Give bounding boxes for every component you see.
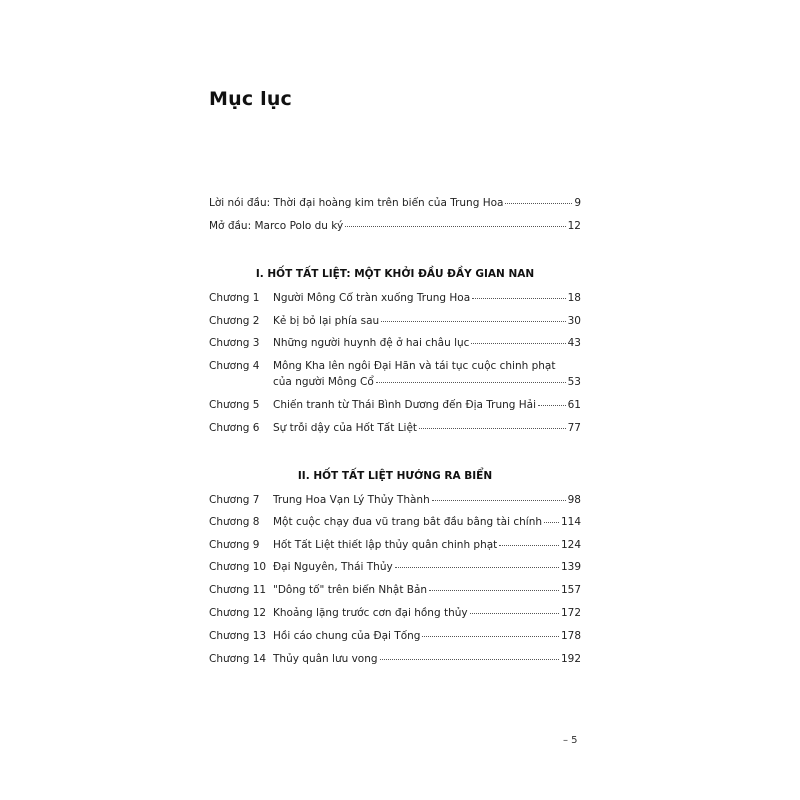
chapter-label: Chương 12 (209, 607, 267, 619)
entry-text: Sự trỗi dậy của Hốt Tất Liệt (273, 422, 418, 434)
toc-entry (209, 630, 581, 642)
entry-text: Mở đầu: Marco Polo du ký (209, 220, 344, 232)
dot-leader (432, 499, 566, 501)
dot-leader (381, 320, 565, 322)
entry-page: 178 (560, 630, 581, 642)
page-title: Mục lục (209, 88, 293, 110)
dot-leader (544, 521, 559, 523)
part-heading: I. HỐT TẤT LIỆT: MỘT KHỞI ĐẦU ĐẦY GIAN NAN (255, 268, 535, 280)
toc-entry-preface (209, 197, 581, 209)
entry-text: Một cuộc chạy đua vũ trang bắt đầu bằng tài chính (273, 516, 543, 528)
toc-entry-intro (209, 220, 581, 232)
toc-entry (209, 561, 581, 573)
entry-page: 139 (560, 561, 581, 573)
toc-entry (209, 399, 581, 411)
toc-entry (209, 315, 581, 327)
dot-leader (345, 225, 565, 227)
entry-page: 98 (567, 494, 581, 506)
toc-entry (209, 516, 581, 528)
entry-text: Khoảng lặng trước cơn đại hồng thủy (273, 607, 468, 619)
toc-entry (209, 607, 581, 619)
dot-leader (419, 427, 566, 429)
chapter-label: Chương 4 (209, 360, 260, 372)
entry-page: 43 (567, 337, 581, 349)
toc-entry (209, 584, 581, 596)
dot-leader (472, 297, 565, 299)
chapter-label: Chương 3 (209, 337, 260, 349)
entry-text: Những người huynh đệ ở hai châu lục (273, 337, 470, 349)
chapter-label: Chương 1 (209, 292, 260, 304)
entry-text: Trung Hoa Vạn Lý Thủy Thành (273, 494, 430, 506)
dot-leader (470, 612, 559, 614)
dot-leader (499, 544, 559, 546)
entry-page: 12 (567, 220, 581, 232)
entry-text: Người Mông Cổ tràn xuống Trung Hoa (273, 292, 471, 304)
entry-text: Thủy quân lưu vong (273, 653, 378, 665)
dot-leader (380, 658, 559, 660)
entry-page: 18 (567, 292, 581, 304)
entry-page: 124 (560, 539, 581, 551)
entry-page: 61 (567, 399, 581, 411)
entry-text: Chiến tranh từ Thái Bình Dương đến Địa Trung Hải (273, 399, 537, 411)
chapter-label: Chương 9 (209, 539, 260, 551)
dot-leader (395, 566, 559, 568)
entry-text: Đại Nguyên, Thái Thủy (273, 561, 393, 573)
dot-leader (505, 202, 572, 204)
dot-leader (429, 589, 559, 591)
entry-page: 157 (560, 584, 581, 596)
entry-text: Mông Kha lên ngôi Đại Hãn và tái tục cuộc chinh phạt (273, 360, 556, 372)
part-heading: II. HỐT TẤT LIỆT HƯỚNG RA BIỂN (297, 470, 493, 482)
entry-page: 114 (560, 516, 581, 528)
chapter-label: Chương 7 (209, 494, 260, 506)
entry-text: Lời nói đầu: Thời đại hoàng kim trên biển của Trung Hoa (209, 197, 504, 209)
dot-leader (422, 635, 558, 637)
chapter-label: Chương 14 (209, 653, 267, 665)
entry-page: 9 (574, 197, 581, 209)
entry-text: Hốt Tất Liệt thiết lập thủy quân chinh phạt (273, 539, 498, 551)
entry-text-continued: của người Mông Cổ (273, 376, 374, 388)
dot-leader (538, 404, 566, 406)
toc-entry-multiline (209, 360, 581, 388)
chapter-label: Chương 6 (209, 422, 260, 434)
entry-page: 172 (560, 607, 581, 619)
chapter-label: Chương 8 (209, 516, 260, 528)
chapter-label: Chương 11 (209, 584, 267, 596)
entry-text: Kẻ bị bỏ lại phía sau (273, 315, 380, 327)
entry-text: Hồi cáo chung của Đại Tống (273, 630, 421, 642)
toc-entry (209, 653, 581, 665)
chapter-label: Chương 10 (209, 561, 267, 573)
chapter-label: Chương 13 (209, 630, 267, 642)
entry-page: 192 (560, 653, 581, 665)
entry-page: 77 (567, 422, 581, 434)
chapter-label: Chương 2 (209, 315, 260, 327)
entry-text: "Dông tố" trên biển Nhật Bản (273, 584, 428, 596)
chapter-label: Chương 5 (209, 399, 260, 411)
entry-page: 30 (567, 315, 581, 327)
toc-entry (209, 539, 581, 551)
toc-entry (209, 494, 581, 506)
dot-leader (376, 381, 566, 383)
toc-entry (209, 292, 581, 304)
toc-entry (209, 337, 581, 349)
toc-entry (209, 422, 581, 434)
entry-page: 53 (567, 376, 581, 388)
page-number: – 5 (563, 735, 578, 746)
dot-leader (471, 342, 565, 344)
